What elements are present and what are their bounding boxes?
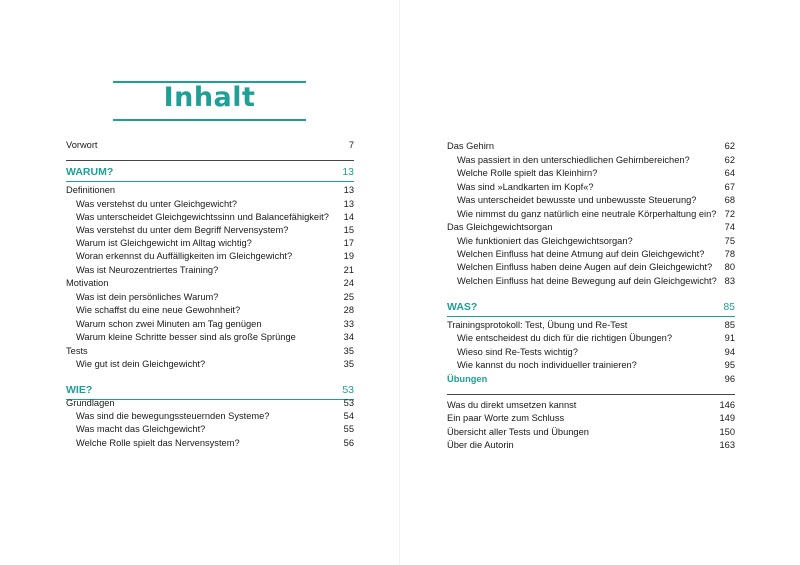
toc-entry[interactable] xyxy=(66,344,354,358)
toc-entry[interactable] xyxy=(66,223,354,237)
toc-entry-title: Was macht das Gleichgewicht? xyxy=(76,424,206,434)
toc-entry[interactable] xyxy=(447,425,735,439)
toc-entry-page: 83 xyxy=(724,276,735,286)
toc-entry-page: 53 xyxy=(343,398,354,408)
toc-entry-page: 55 xyxy=(343,424,354,434)
toc-entry-page: 146 xyxy=(719,400,735,410)
toc-entry[interactable] xyxy=(447,153,735,167)
toc-entry[interactable] xyxy=(66,436,354,450)
toc-entry-title: Wie gut ist dein Gleichgewicht? xyxy=(76,359,206,369)
toc-entry[interactable] xyxy=(447,438,735,452)
toc-entry-page: 13 xyxy=(343,185,354,195)
toc-entry[interactable] xyxy=(66,409,354,423)
group-divider xyxy=(66,160,354,161)
toc-entry-page: 163 xyxy=(719,440,735,450)
toc-entry-page: 94 xyxy=(724,347,735,357)
toc-entry-title: Trainingsprotokoll: Test, Übung und Re-Test xyxy=(447,320,628,330)
toc-entry[interactable] xyxy=(66,197,354,211)
toc-entry-page: 53 xyxy=(342,384,354,396)
toc-entry-title: Definitionen xyxy=(66,185,116,195)
page-gutter xyxy=(399,0,400,565)
toc-entry[interactable] xyxy=(66,290,354,304)
toc-entry[interactable] xyxy=(447,398,735,412)
toc-entry-page: 15 xyxy=(343,225,354,235)
toc-entry[interactable] xyxy=(447,220,735,234)
toc-entry[interactable] xyxy=(447,331,735,345)
toc-entry[interactable] xyxy=(66,330,354,344)
toc-entry[interactable] xyxy=(447,207,735,221)
toc-entry-page: 35 xyxy=(343,359,354,369)
toc-entry[interactable] xyxy=(66,236,354,250)
toc-entry-page: 72 xyxy=(724,209,735,219)
toc-entry[interactable] xyxy=(66,183,354,197)
page-title: Inhalt xyxy=(163,82,256,113)
toc-entry-title: Was du direkt umsetzen kannst xyxy=(447,400,577,410)
toc-entry-page: 14 xyxy=(343,212,354,222)
toc-entry-page: 19 xyxy=(343,251,354,261)
toc-entry[interactable] xyxy=(447,358,735,372)
toc-entry[interactable] xyxy=(66,263,354,277)
toc-entry-title: Was unterscheidet Gleichgewichtssinn und Balancefähigkeit? xyxy=(76,212,329,222)
toc-entry[interactable] xyxy=(447,372,735,386)
toc-entry-title: Warum schon zwei Minuten am Tag genügen xyxy=(76,319,262,329)
toc-entry-page: 56 xyxy=(343,438,354,448)
toc-entry-title: Was verstehst du unter Gleichgewicht? xyxy=(76,199,237,209)
toc-entry-page: 34 xyxy=(343,332,354,342)
toc-entry-page: 67 xyxy=(724,182,735,192)
toc-entry-page: 78 xyxy=(724,249,735,259)
toc-entry-title: Wie nimmst du ganz natürlich eine neutrale Körperhaltung ein? xyxy=(457,209,717,219)
toc-entry-title: Welchen Einfluss hat deine Atmung auf dein Gleichgewicht? xyxy=(457,249,705,259)
toc-entry-page: 85 xyxy=(723,301,735,313)
toc-entry-page: 64 xyxy=(724,168,735,178)
toc-entry-title: WARUM? xyxy=(66,166,114,178)
toc-entry-title: Was unterscheidet bewusste und unbewusste Steuerung? xyxy=(457,195,697,205)
toc-entry-title: Wieso sind Re-Tests wichtig? xyxy=(457,347,578,357)
toc-entry-page: 62 xyxy=(724,141,735,151)
toc-entry-title: Was sind »Landkarten im Kopf«? xyxy=(457,182,594,192)
toc-entry-title: Welchen Einfluss haben deine Augen auf dein Gleichgewicht? xyxy=(457,262,713,272)
toc-entry-title: Was sind die bewegungssteuernden Systeme? xyxy=(76,411,270,421)
toc-section-heading[interactable] xyxy=(66,383,354,397)
toc-entry-title: WAS? xyxy=(447,301,478,313)
toc-entry-title: Was ist dein persönliches Warum? xyxy=(76,292,219,302)
toc-entry-page: 68 xyxy=(724,195,735,205)
toc-entry-page: 91 xyxy=(724,333,735,343)
toc-entry[interactable] xyxy=(447,180,735,194)
toc-entry-page: 54 xyxy=(343,411,354,421)
toc-entry[interactable] xyxy=(66,276,354,290)
toc-entry[interactable] xyxy=(447,193,735,207)
toc-entry-page: 96 xyxy=(724,374,735,384)
toc-entry[interactable] xyxy=(66,357,354,371)
toc-entry-page: 17 xyxy=(343,238,354,248)
toc-entry-title: Was ist Neurozentriertes Training? xyxy=(76,265,219,275)
toc-entry[interactable] xyxy=(66,396,354,410)
toc-entry-title: Über die Autorin xyxy=(447,440,514,450)
toc-entry-title: Welche Rolle spielt das Nervensystem? xyxy=(76,438,240,448)
toc-entry-title: Übungen xyxy=(447,374,488,384)
toc-entry[interactable] xyxy=(447,139,735,153)
toc-entry-page: 150 xyxy=(719,427,735,437)
toc-entry-title: Wie funktioniert das Gleichgewichtsorgan? xyxy=(457,236,633,246)
toc-entry-title: Das Gleichgewichtsorgan xyxy=(447,222,553,232)
toc-entry-page: 7 xyxy=(348,140,354,150)
toc-entry-title: Welchen Einfluss hat deine Bewegung auf dein Gleichgewicht? xyxy=(457,276,717,286)
toc-entry-title: Tests xyxy=(66,346,88,356)
toc-entry-page: 21 xyxy=(343,265,354,275)
toc-entry-page: 75 xyxy=(724,236,735,246)
toc-entry[interactable] xyxy=(447,318,735,332)
title-rule-bottom xyxy=(113,119,306,121)
toc-section-heading[interactable] xyxy=(447,300,735,314)
toc-entry[interactable] xyxy=(447,260,735,274)
toc-section-heading[interactable] xyxy=(66,165,354,179)
toc-entry-title: Grundlagen xyxy=(66,398,115,408)
toc-entry-page: 62 xyxy=(724,155,735,165)
toc-entry[interactable] xyxy=(66,303,354,317)
toc-entry-title: Motivation xyxy=(66,278,109,288)
toc-entry-page: 28 xyxy=(343,305,354,315)
toc-entry[interactable] xyxy=(447,247,735,261)
section-underline xyxy=(66,181,354,182)
toc-entry[interactable] xyxy=(447,345,735,359)
toc-entry-page: 25 xyxy=(343,292,354,302)
toc-entry-title: WIE? xyxy=(66,384,93,396)
toc-entry[interactable] xyxy=(66,317,354,331)
toc-entry-page: 74 xyxy=(724,222,735,232)
toc-entry-title: Was verstehst du unter dem Begriff Nervensystem? xyxy=(76,225,289,235)
toc-entry-title: Wie schaffst du eine neue Gewohnheit? xyxy=(76,305,241,315)
toc-entry-page: 24 xyxy=(343,278,354,288)
toc-entry-page: 149 xyxy=(719,413,735,423)
toc-entry[interactable] xyxy=(447,234,735,248)
toc-entry-page: 13 xyxy=(343,199,354,209)
section-underline xyxy=(447,316,735,317)
toc-entry[interactable] xyxy=(66,249,354,263)
toc-entry[interactable] xyxy=(447,411,735,425)
toc-entry-page: 85 xyxy=(724,320,735,330)
group-divider xyxy=(447,394,735,395)
toc-entry[interactable] xyxy=(66,422,354,436)
toc-entry-title: Das Gehirn xyxy=(447,141,495,151)
toc-entry-title: Übersicht aller Tests und Übungen xyxy=(447,427,589,437)
toc-entry[interactable] xyxy=(66,138,354,152)
toc-entry-title: Woran erkennst du Auffälligkeiten im Gleichgewicht? xyxy=(76,251,293,261)
toc-entry-page: 13 xyxy=(342,166,354,178)
toc-entry-title: Vorwort xyxy=(66,140,98,150)
toc-entry-page: 80 xyxy=(724,262,735,272)
toc-entry[interactable] xyxy=(447,166,735,180)
toc-entry-title: Was passiert in den unterschiedlichen Gehirnbereichen? xyxy=(457,155,690,165)
toc-entry-title: Wie entscheidest du dich für die richtigen Übungen? xyxy=(457,333,672,343)
toc-entry-page: 35 xyxy=(343,346,354,356)
toc-entry-title: Welche Rolle spielt das Kleinhirn? xyxy=(457,168,598,178)
toc-entry-title: Ein paar Worte zum Schluss xyxy=(447,413,565,423)
toc-entry-title: Warum ist Gleichgewicht im Alltag wichtig? xyxy=(76,238,252,248)
toc-entry[interactable] xyxy=(447,274,735,288)
toc-entry-title: Wie kannst du noch individueller trainieren? xyxy=(457,360,637,370)
toc-entry-title: Warum kleine Schritte besser sind als große Sprünge xyxy=(76,332,296,342)
toc-entry-page: 95 xyxy=(724,360,735,370)
toc-entry-page: 33 xyxy=(343,319,354,329)
toc-entry[interactable] xyxy=(66,210,354,224)
